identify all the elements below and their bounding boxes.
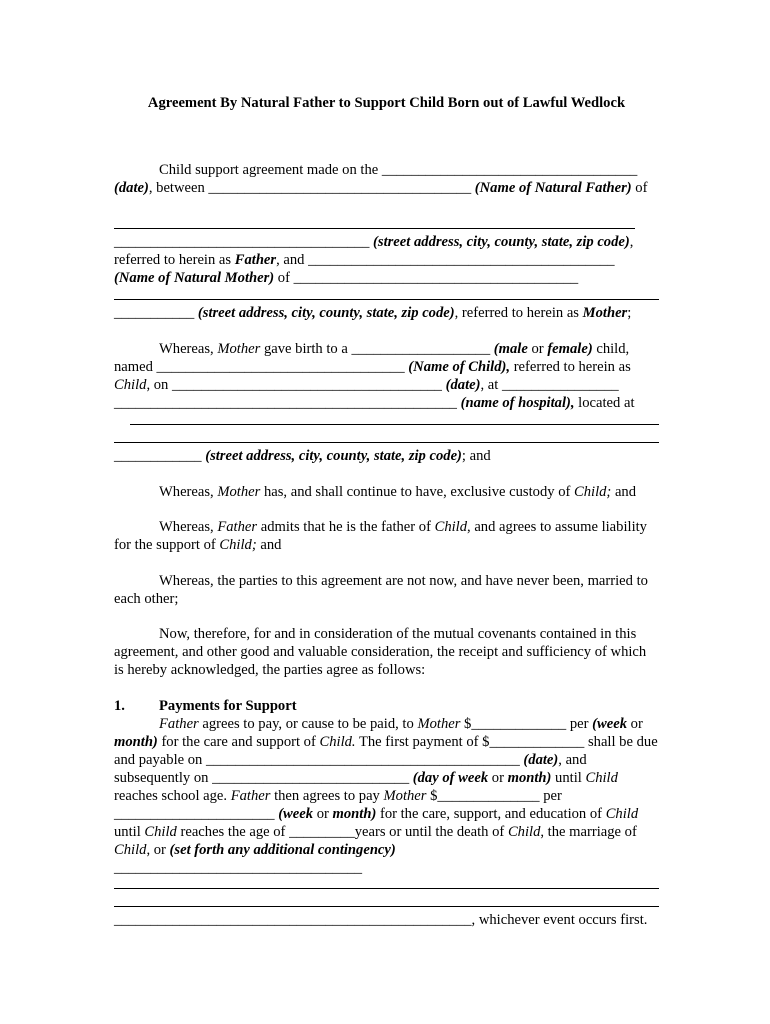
paragraph-custody: Whereas, Mother has, and shall continue to have, exclusive custody of Child; and: [159, 484, 637, 500]
section-heading-payments: 1. Payments for Support: [114, 698, 297, 714]
paragraph-father-address: ___________________________________ (street address, city, county, state, zip code), referred to herein as Father, and __________________________________________ (Name of Natural Mother) of _______________________________________: [114, 234, 634, 286]
paragraph-not-married: Whereas, the parties to this agreement are not now, and have never been, married to each other;: [114, 573, 648, 607]
blank-line: [114, 888, 659, 889]
paragraph-hospital-address: ____________ (street address, city, county, state, zip code); and: [114, 448, 491, 464]
blank-line: [130, 424, 659, 425]
paragraph-parties: Child support agreement made on the ___________________________________ (date), between ____________________________________ (Name of Natural Father) of: [114, 162, 648, 196]
paragraph-whichever: _________________________________________________, whichever event occurs first.: [114, 912, 648, 928]
paragraph-mother-address: ___________ (street address, city, county, state, zip code), referred to herein as Mother;: [114, 305, 632, 321]
blank-line: [114, 906, 659, 907]
blank-line: [114, 442, 659, 443]
document-title: Agreement By Natural Father to Support Child Born out of Lawful Wedlock: [147, 95, 626, 111]
paragraph-consideration: Now, therefore, for and in consideration of the mutual covenants contained in this agreement, and other good and valuable consideration, the receipt and sufficiency of which is hereby acknowledged, the parties agree as follows:: [114, 626, 647, 678]
paragraph-payments: Father agrees to pay, or cause to be paid, to Mother $_____________ per (week or month) for the care and support of Child. The first payment of $_____________ shall be due and payable on ___________________________________________ (date), and subsequently on ___________________________ (day of week or month) until Child reaches school age. Father then agrees to pay Mother $______________ per ______________________ (week or month) for the care, support, and education of Child until Child reaches the age of _________years or until the death of Child, the marriage of Child, or (set forth any additional contingency) __________________________________: [114, 716, 658, 876]
blank-line: [114, 299, 659, 300]
paragraph-paternity: Whereas, Father admits that he is the father of Child, and agrees to assume liability for the support of Child; and: [114, 519, 647, 553]
paragraph-birth: Whereas, Mother gave birth to a ___________________ (male or female) child, named __________________________________ (Name of Child), referred to herein as Child, on _____________________________________ (date), at ________________ _______________________________________________ (name of hospital), located at: [114, 341, 635, 411]
blank-line: [114, 228, 635, 229]
